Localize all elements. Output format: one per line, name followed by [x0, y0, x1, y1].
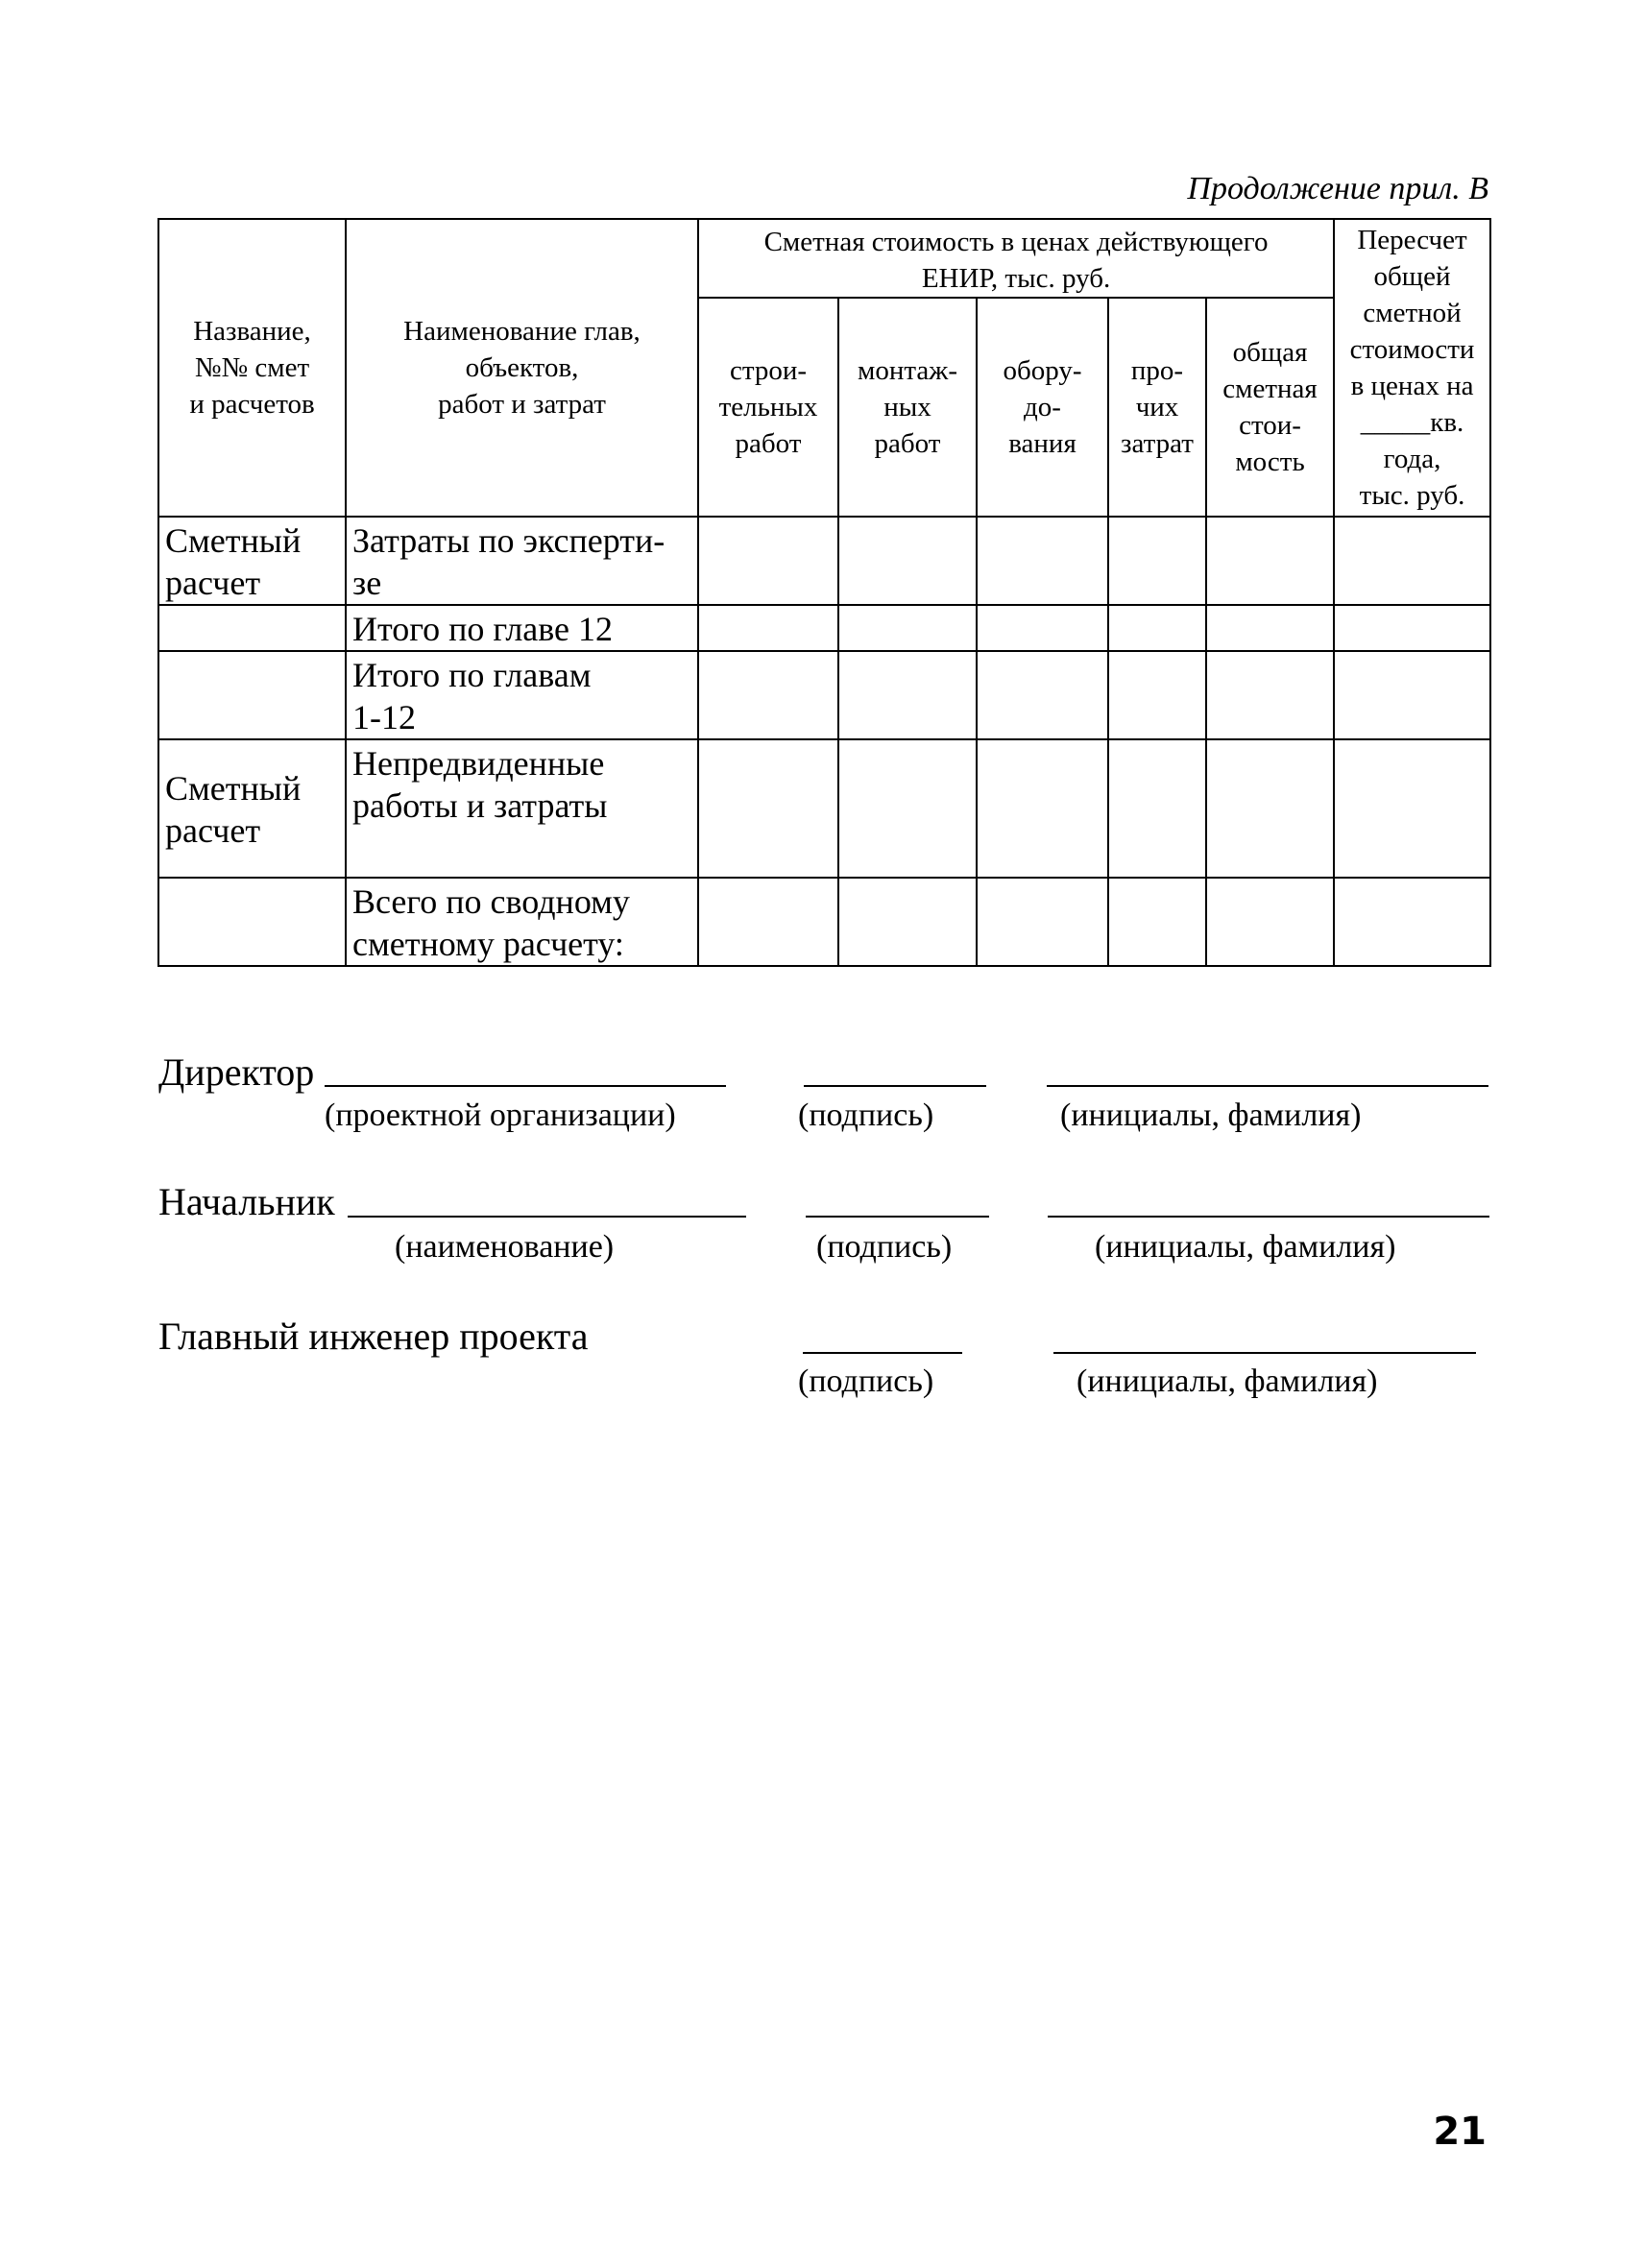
empty-cell	[838, 878, 977, 966]
empty-cell	[698, 605, 838, 651]
estimate-table	[157, 218, 1491, 967]
empty-cell	[1334, 651, 1490, 739]
header-other-costs: про- чих затрат	[1108, 298, 1206, 517]
empty-cell	[977, 651, 1108, 739]
row-name-cell	[158, 878, 346, 966]
empty-cell	[1206, 605, 1334, 651]
header-total-estimated-cost: общая сметная стои- мость	[1206, 298, 1334, 517]
table-header-row	[158, 219, 1490, 298]
empty-cell	[977, 878, 1108, 966]
row-title-cell: Затраты по эксперти- зе	[346, 517, 698, 605]
header-estimated-cost-group: Сметная стоимость в ценах действующего ЕНИР, тыс. руб.	[698, 219, 1334, 298]
page-number: 21	[1433, 2110, 1487, 2154]
table-row	[158, 878, 1490, 966]
row-title-cell: Всего по сводному сметному расчету:	[346, 878, 698, 966]
empty-cell	[838, 739, 977, 878]
director-signature-caption: (подпись)	[798, 1098, 934, 1133]
row-name-cell: Сметный расчет	[158, 517, 346, 605]
table-row	[158, 517, 1490, 605]
row-name-cell	[158, 605, 346, 651]
header-name-column: Название, №№ смет и расчетов	[158, 219, 346, 517]
empty-cell	[1206, 739, 1334, 878]
empty-cell	[1206, 651, 1334, 739]
chief-engineer-name-line	[1053, 1352, 1476, 1354]
director-name-caption: (инициалы, фамилия)	[1060, 1098, 1362, 1133]
header-recalculation-column: Пересчет общей сметной стоимости в ценах на _____кв. года, тыс. руб.	[1334, 219, 1490, 517]
empty-cell	[1108, 739, 1206, 878]
empty-cell	[838, 605, 977, 651]
chief-engineer-signature-line	[803, 1352, 962, 1354]
head-title: Начальник	[158, 1180, 335, 1223]
director-organization-line	[325, 1085, 726, 1087]
table-row	[158, 739, 1490, 878]
empty-cell	[977, 517, 1108, 605]
empty-cell	[1334, 739, 1490, 878]
head-signature-caption: (подпись)	[816, 1229, 953, 1265]
empty-cell	[838, 651, 977, 739]
header-equipment: обору- до- вания	[977, 298, 1108, 517]
head-name-line	[1048, 1216, 1489, 1218]
empty-cell	[1108, 651, 1206, 739]
empty-cell	[838, 517, 977, 605]
empty-cell	[698, 878, 838, 966]
chief-engineer-name-caption: (инициалы, фамилия)	[1077, 1363, 1378, 1399]
empty-cell	[1334, 517, 1490, 605]
empty-cell	[977, 739, 1108, 878]
row-name-cell	[158, 651, 346, 739]
empty-cell	[977, 605, 1108, 651]
empty-cell	[1108, 878, 1206, 966]
chief-engineer-signature-caption: (подпись)	[798, 1363, 934, 1399]
empty-cell	[1108, 605, 1206, 651]
head-organization-caption: (наименование)	[395, 1229, 615, 1265]
header-title-column: Наименование глав, объектов, работ и затрат	[346, 219, 698, 517]
empty-cell	[698, 651, 838, 739]
empty-cell	[1334, 605, 1490, 651]
row-name-cell: Сметный расчет	[158, 739, 346, 878]
appendix-continuation-label: Продолжение прил. В	[1187, 171, 1488, 206]
director-signature-line	[804, 1085, 986, 1087]
header-construction-works: строи- тельных работ	[698, 298, 838, 517]
row-title-cell: Непредвиденные работы и затраты	[346, 739, 698, 878]
chief-engineer-title: Главный инженер проекта	[158, 1315, 589, 1358]
head-signature-line	[806, 1216, 989, 1218]
director-title: Директор	[158, 1050, 315, 1094]
empty-cell	[1334, 878, 1490, 966]
director-name-line	[1047, 1085, 1488, 1087]
table-row	[158, 651, 1490, 739]
table-row	[158, 605, 1490, 651]
empty-cell	[698, 517, 838, 605]
head-name-caption: (инициалы, фамилия)	[1095, 1229, 1396, 1265]
director-organization-caption: (проектной организации)	[325, 1098, 676, 1133]
header-installation-works: монтаж- ных работ	[838, 298, 977, 517]
row-title-cell: Итого по главе 12	[346, 605, 698, 651]
head-organization-line	[348, 1216, 746, 1218]
empty-cell	[1108, 517, 1206, 605]
row-title-cell: Итого по главам 1-12	[346, 651, 698, 739]
empty-cell	[1206, 878, 1334, 966]
empty-cell	[1206, 517, 1334, 605]
empty-cell	[698, 739, 838, 878]
